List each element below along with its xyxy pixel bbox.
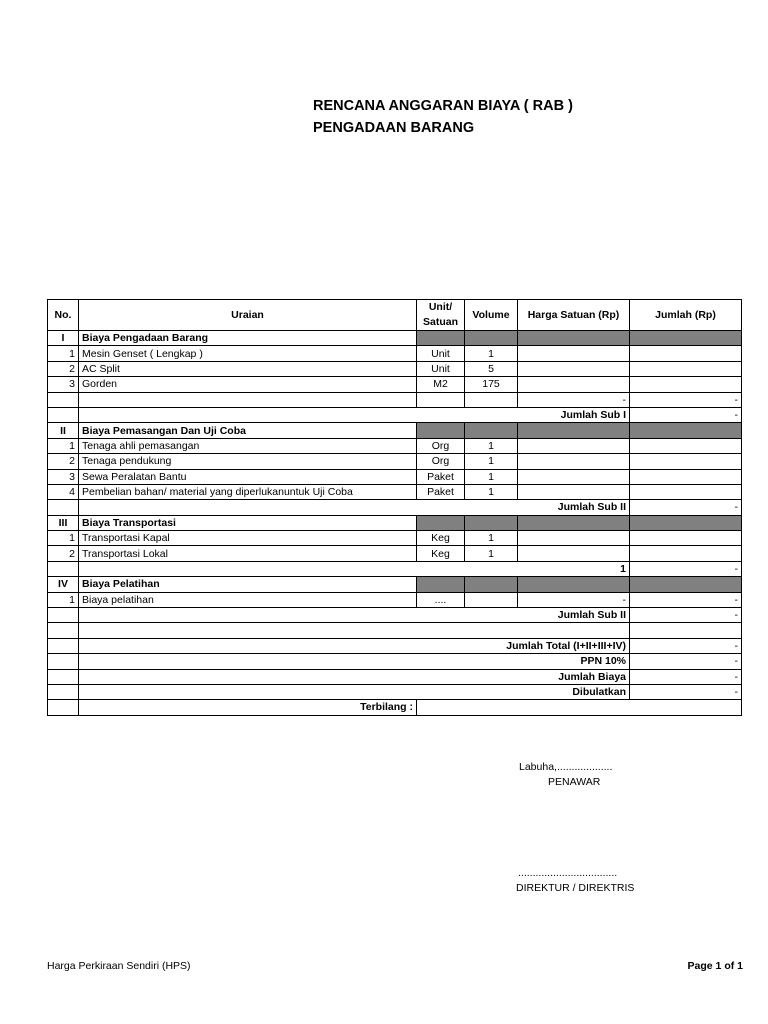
total-label: Jumlah Total (I+II+III+IV)	[79, 638, 630, 653]
item-volume: 1	[465, 454, 518, 469]
document-subtitle: PENGADAAN BARANG	[313, 120, 475, 136]
table-row	[48, 469, 742, 484]
signature-name-line: ..................................	[518, 867, 618, 879]
total-value: -	[630, 638, 742, 653]
item-unit: Unit	[417, 361, 465, 376]
subtotal-value: -	[630, 407, 742, 422]
item-unit-price	[518, 546, 630, 561]
empty-cell	[48, 638, 79, 653]
header-harga-satuan: Harga Satuan (Rp)	[518, 300, 630, 331]
terbilang-value	[417, 700, 742, 715]
subtotal-label: Jumlah Sub I	[79, 407, 630, 422]
total-value: -	[630, 654, 742, 669]
total-value: -	[630, 684, 742, 699]
shaded-cell	[465, 515, 518, 530]
empty-cell	[48, 623, 79, 638]
table-header-row	[48, 300, 742, 331]
item-unit: Keg	[417, 546, 465, 561]
subtotal-row	[48, 608, 742, 623]
item-description: Tenaga ahli pemasangan	[79, 438, 417, 453]
empty-cell	[48, 700, 79, 715]
shaded-cell	[417, 423, 465, 438]
item-amount: -	[630, 592, 742, 607]
item-unit-price	[518, 361, 630, 376]
header-no: No.	[48, 300, 79, 331]
item-unit-price: -	[518, 592, 630, 607]
empty-cell	[48, 654, 79, 669]
item-unit-price: -	[518, 392, 630, 407]
subtotal-value: -	[630, 608, 742, 623]
header-jumlah: Jumlah (Rp)	[630, 300, 742, 331]
subtotal-label: 1	[79, 561, 630, 576]
item-number	[48, 392, 79, 407]
item-amount	[630, 546, 742, 561]
section-number: III	[48, 515, 79, 530]
table-row	[48, 361, 742, 376]
item-unit: Paket	[417, 484, 465, 499]
item-number: 3	[48, 469, 79, 484]
empty-cell	[48, 684, 79, 699]
empty-cell	[48, 407, 79, 422]
shaded-cell	[518, 423, 630, 438]
section-number: II	[48, 423, 79, 438]
empty-cell	[79, 623, 630, 638]
item-number: 1	[48, 592, 79, 607]
item-amount	[630, 346, 742, 361]
signature-place-date: Labuha,...................	[519, 761, 613, 773]
item-amount	[630, 361, 742, 376]
terbilang-label: Terbilang :	[79, 700, 417, 715]
empty-cell	[630, 623, 742, 638]
item-description	[79, 392, 417, 407]
item-description: Biaya pelatihan	[79, 592, 417, 607]
subtotal-value: -	[630, 561, 742, 576]
total-label: PPN 10%	[79, 654, 630, 669]
item-volume: 1	[465, 484, 518, 499]
shaded-cell	[417, 331, 465, 346]
item-unit: Org	[417, 438, 465, 453]
subtotal-value: -	[630, 500, 742, 515]
item-number: 2	[48, 546, 79, 561]
section-header-row	[48, 577, 742, 592]
spacer-row	[48, 623, 742, 638]
section-header-row	[48, 515, 742, 530]
section-number: I	[48, 331, 79, 346]
rab-table	[47, 299, 742, 716]
total-label: Jumlah Biaya	[79, 669, 630, 684]
total-label: Dibulatkan	[79, 684, 630, 699]
empty-cell	[48, 608, 79, 623]
section-number: IV	[48, 577, 79, 592]
signature-title: DIREKTUR / DIREKTRIS	[516, 882, 635, 894]
shaded-cell	[630, 515, 742, 530]
item-description: Gorden	[79, 377, 417, 392]
item-number: 1	[48, 346, 79, 361]
section-title: Biaya Pengadaan Barang	[79, 331, 417, 346]
total-row	[48, 638, 742, 653]
shaded-cell	[630, 331, 742, 346]
shaded-cell	[465, 331, 518, 346]
item-unit-price	[518, 531, 630, 546]
item-volume: 1	[465, 531, 518, 546]
item-unit-price	[518, 377, 630, 392]
footer-left: Harga Perkiraan Sendiri (HPS)	[47, 960, 191, 972]
item-amount	[630, 484, 742, 499]
section-header-row	[48, 331, 742, 346]
item-amount	[630, 438, 742, 453]
shaded-cell	[630, 577, 742, 592]
item-description: AC Split	[79, 361, 417, 376]
subtotal-row	[48, 561, 742, 576]
item-amount: -	[630, 392, 742, 407]
item-unit: ....	[417, 592, 465, 607]
item-number: 3	[48, 377, 79, 392]
item-unit-price	[518, 346, 630, 361]
table-row	[48, 438, 742, 453]
section-title: Biaya Pelatihan	[79, 577, 417, 592]
item-unit: Paket	[417, 469, 465, 484]
item-amount	[630, 469, 742, 484]
item-volume: 1	[465, 469, 518, 484]
section-header-row	[48, 423, 742, 438]
item-description: Mesin Genset ( Lengkap )	[79, 346, 417, 361]
item-volume: 1	[465, 438, 518, 453]
empty-cell	[48, 561, 79, 576]
item-unit	[417, 392, 465, 407]
empty-cell	[48, 500, 79, 515]
item-description: Transportasi Lokal	[79, 546, 417, 561]
subtotal-label: Jumlah Sub II	[79, 608, 630, 623]
table-row	[48, 346, 742, 361]
section-title: Biaya Pemasangan Dan Uji Coba	[79, 423, 417, 438]
header-uraian: Uraian	[79, 300, 417, 331]
shaded-cell	[518, 331, 630, 346]
header-unit	[417, 300, 465, 331]
shaded-cell	[417, 515, 465, 530]
item-description: Sewa Peralatan Bantu	[79, 469, 417, 484]
table-row	[48, 546, 742, 561]
item-number: 2	[48, 361, 79, 376]
item-number: 1	[48, 438, 79, 453]
total-value: -	[630, 669, 742, 684]
table-body	[48, 331, 742, 716]
header-unit-line2: Satuan	[422, 316, 458, 328]
item-unit: Org	[417, 454, 465, 469]
table-row	[48, 392, 742, 407]
item-unit-price	[518, 469, 630, 484]
shaded-cell	[630, 423, 742, 438]
header-unit-line1: Unit/	[428, 301, 453, 313]
item-volume: 1	[465, 546, 518, 561]
subtotal-row	[48, 500, 742, 515]
item-volume: 5	[465, 361, 518, 376]
item-amount	[630, 531, 742, 546]
table-row	[48, 592, 742, 607]
item-volume: 175	[465, 377, 518, 392]
total-row	[48, 654, 742, 669]
item-description: Tenaga pendukung	[79, 454, 417, 469]
shaded-cell	[518, 577, 630, 592]
item-unit-price	[518, 454, 630, 469]
item-amount	[630, 377, 742, 392]
item-description: Transportasi Kapal	[79, 531, 417, 546]
shaded-cell	[417, 577, 465, 592]
empty-cell	[48, 669, 79, 684]
section-title: Biaya Transportasi	[79, 515, 417, 530]
subtotal-row	[48, 407, 742, 422]
item-description: Pembelian bahan/ material yang diperlukanuntuk Uji Coba	[79, 484, 417, 499]
shaded-cell	[465, 577, 518, 592]
item-volume: 1	[465, 346, 518, 361]
table-row	[48, 531, 742, 546]
subtotal-label: Jumlah Sub II	[79, 500, 630, 515]
item-unit-price	[518, 484, 630, 499]
table-row	[48, 484, 742, 499]
signature-role: PENAWAR	[548, 776, 601, 788]
terbilang-row	[48, 700, 742, 715]
item-unit: Keg	[417, 531, 465, 546]
footer-page-number: Page 1 of 1	[687, 960, 743, 972]
item-number: 4	[48, 484, 79, 499]
item-unit: M2	[417, 377, 465, 392]
item-amount	[630, 454, 742, 469]
total-row	[48, 669, 742, 684]
document-title: RENCANA ANGGARAN BIAYA ( RAB )	[313, 98, 573, 114]
header-volume: Volume	[465, 300, 518, 331]
table-row	[48, 454, 742, 469]
shaded-cell	[518, 515, 630, 530]
item-number: 1	[48, 531, 79, 546]
item-volume	[465, 592, 518, 607]
item-unit-price	[518, 438, 630, 453]
total-row	[48, 684, 742, 699]
item-unit: Unit	[417, 346, 465, 361]
table-row	[48, 377, 742, 392]
item-volume	[465, 392, 518, 407]
shaded-cell	[465, 423, 518, 438]
item-number: 2	[48, 454, 79, 469]
